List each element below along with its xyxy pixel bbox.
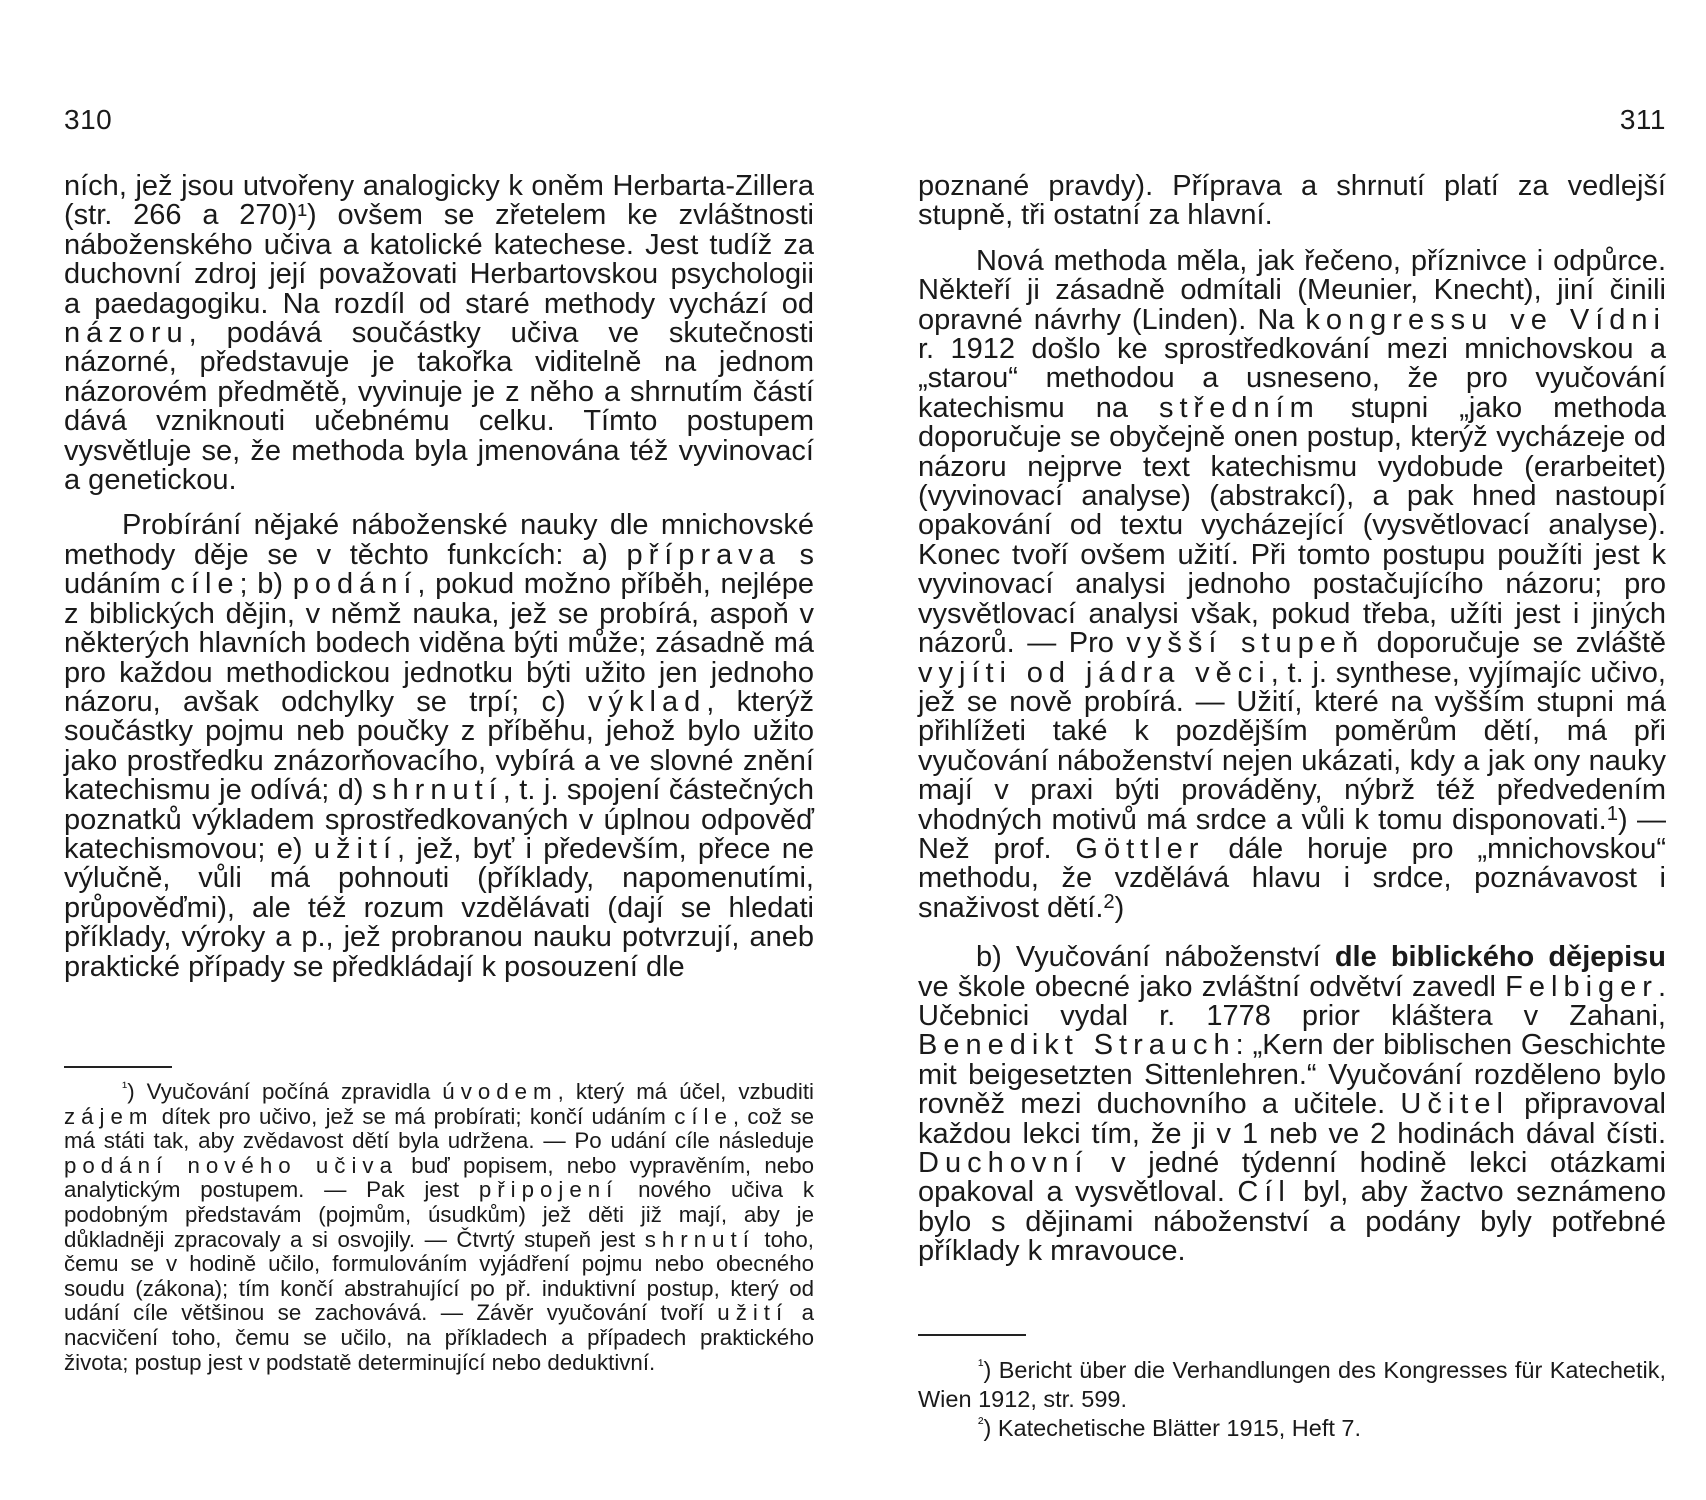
right-paragraph-1: poznané pravdy). Příprava a shrnutí platí za vedlejší stupně, tři ostatní za hlavní. bbox=[918, 170, 1666, 232]
text-run: , jež, byť i především, přece ne výlučně, vůli má pohnouti (příklady, napomenutími, průpověďmi), ale též rozum vzdělávati (dají se hledati příklady, výroky a p., jež probranou nauku potvrzují, aneb praktické případy se předkládají k posouzení dle bbox=[64, 832, 814, 983]
spaced-emphasis: Göttler bbox=[1075, 832, 1205, 865]
footnote-ref: 2 bbox=[1103, 890, 1115, 913]
spaced-emphasis: shrnutí bbox=[372, 774, 503, 807]
text-run: toho, čemu se v hodině učilo, formulováním vyjádření pojmu nebo obecného soudu (zákona); tím končí abstrahující po př. induktivní postup, který od udání cíle většinou se zachovává. — Závěr vyučování tvoří bbox=[64, 1226, 814, 1326]
spaced-emphasis: názoru bbox=[64, 317, 189, 350]
right-page bbox=[918, 0, 1666, 1500]
footnote-mark: ¹ bbox=[122, 1078, 128, 1096]
text-run: v jedné týdenní hodině lekci otázkami opakoval a vysvětloval. bbox=[918, 1147, 1666, 1209]
spaced-emphasis: podání bbox=[292, 568, 418, 601]
spaced-emphasis: cíle bbox=[674, 1103, 733, 1129]
footnote-ref: 1 bbox=[1606, 802, 1619, 825]
footnote-1 bbox=[918, 1356, 1666, 1414]
text-run: nového učiva k podobným představám (pojmům, úsudkům) jež děti již mají, aby je důkladněji zpracovaly a si osvojily. — Čtvrtý stupeň jest bbox=[64, 1177, 814, 1252]
right-paragraph-2 bbox=[918, 244, 1667, 924]
spaced-emphasis: připojení bbox=[478, 1177, 619, 1203]
text-run: ) — Než prof. bbox=[918, 803, 1666, 865]
page-number-right: 311 bbox=[1619, 104, 1666, 135]
footnote-divider bbox=[64, 1066, 172, 1068]
spaced-emphasis: výklad bbox=[588, 685, 707, 718]
text-run: : „Kern der biblischen Geschichte mit beigesetzten Sittenlehren.“ Vyučování rozděleno bylo rovněž mezi duchovního a učitele. bbox=[918, 1029, 1666, 1121]
text-run: b) Vyučování náboženství bbox=[976, 941, 1335, 974]
text-run: s udáním bbox=[64, 538, 814, 601]
text-run: dále horuje pro „mnichovskou“ methodu, že vzdělává hlavu i srdce, poznávavost i snaživost dětí. bbox=[918, 832, 1666, 924]
text-run: ve škole obecné jako zvláštní odvětví zavedl bbox=[918, 970, 1506, 1003]
footnote-mark: ¹ bbox=[978, 1356, 984, 1375]
spaced-emphasis: cíle bbox=[170, 568, 240, 601]
spaced-emphasis: Duchovní bbox=[918, 1147, 1089, 1179]
text-run: , podává součástky učiva ve skutečnosti názorné, představuje je takořka viditelně na jednom názorovém předmětě, vyvinuje je z něho a shrnutím částí dává vzniknouti učebnému celku. Tímto postupem vysvětluje se, že methoda byla jmenována též vyvinovací a genetickou. bbox=[64, 317, 814, 497]
text-run: , což se má státi tak, aby zvědavost dětí byla udržena. — Po udání cíle následuje bbox=[64, 1103, 814, 1154]
text-run: doporučuje se zvláště bbox=[1364, 627, 1667, 660]
spaced-emphasis: podání nového učiva bbox=[64, 1152, 398, 1178]
text-run: Nová methoda měla, jak řečeno, příznivce i odpůrce. Někteří ji zásadně odmítali (Meunier, Knecht), jiní činili opravné návrhy (Linden). Na bbox=[918, 244, 1666, 336]
footnote-1 bbox=[64, 1080, 814, 1375]
spaced-emphasis: Benedikt Strauch bbox=[918, 1029, 1236, 1062]
left-footnotes bbox=[64, 1080, 814, 1375]
page-number-left: 310 bbox=[64, 104, 113, 135]
spaced-emphasis: užití bbox=[717, 1300, 789, 1326]
footnote-mark: ² bbox=[978, 1414, 984, 1433]
spaced-emphasis: shrnutí bbox=[644, 1226, 755, 1252]
spaced-emphasis: úvodem bbox=[442, 1079, 558, 1104]
text-run: , který má účel, vzbuditi bbox=[557, 1079, 815, 1104]
text-run: . Učebnici vydal r. 1778 prior kláštera v Zahani, bbox=[918, 970, 1666, 1032]
spaced-emphasis: příprava bbox=[626, 538, 781, 571]
text-run: buď popisem, nebo vypravěním, nebo analytickým postupem. — Pak jest bbox=[64, 1152, 814, 1203]
footnote-text: ) Katechetische Blätter 1915, Heft 7. bbox=[983, 1415, 1361, 1441]
left-paragraph-2 bbox=[64, 511, 814, 982]
spaced-emphasis: vyjíti od jádra věci bbox=[918, 656, 1271, 689]
spaced-emphasis: vyšší stupeň bbox=[1126, 627, 1365, 660]
spaced-emphasis: užití bbox=[313, 832, 397, 865]
left-page bbox=[64, 0, 814, 1500]
text-run: byl, aby žactvo seznámeno bylo s dějinami náboženství a podány byly potřebné příklady k mravouce. bbox=[918, 1176, 1666, 1268]
spaced-emphasis: kongressu ve Vídni bbox=[1305, 303, 1666, 336]
right-body bbox=[918, 172, 1666, 1267]
spaced-emphasis: Cíl bbox=[1237, 1176, 1291, 1209]
text-run: ) Vyučování počíná zpravidla bbox=[127, 1079, 443, 1104]
right-paragraph-3 bbox=[918, 943, 1666, 1266]
text-run: , t. j. spojení částečných poznatků výkladem sprostředkovaných v úplnou odpověď katechismovou; e) bbox=[64, 774, 814, 865]
text-run: r. 1912 došlo ke sprostředkování mezi mnichovskou a „starou“ methodou a usneseno, že pro vyučování katechismu na bbox=[918, 333, 1666, 424]
spaced-emphasis: zájem bbox=[64, 1103, 154, 1129]
text-run: ) bbox=[1114, 891, 1125, 924]
text-run: ; b) bbox=[239, 568, 293, 601]
text-run: připravoval každou lekci tím, že ji v 1 neb ve 2 hodinách dával čísti. bbox=[918, 1088, 1666, 1150]
text-run: Probírání nějaké náboženské nauky dle mnichovské methody děje se v těchto funkcích: a) bbox=[64, 509, 814, 571]
text-run: dítek pro učivo, jež se má probírati; končí udáním bbox=[153, 1103, 675, 1129]
spaced-emphasis: Felbiger bbox=[1505, 970, 1658, 1003]
footnote-text: ) Bericht über die Verhandlungen des Kongresses für Katechetik, Wien 1912, str. 599. bbox=[918, 1357, 1666, 1412]
text-run: , t. j. synthese, vyjímajíc učivo, jež se nově probírá. — Užití, které na vyšším stupni má přihlížeti také k pozdějším poměrům dětí, má při vyučování náboženství nejen ukázati, kdy a jak ony nauky mají v praxi býti prováděny, nýbrž též předvedením vhodných motivů má srdce a vůli k tomu disponovati. bbox=[918, 656, 1666, 836]
left-paragraph-1 bbox=[64, 172, 814, 495]
bold-emphasis: dle biblického dějepisu bbox=[1334, 941, 1666, 974]
footnote-2 bbox=[918, 1414, 1666, 1443]
text-run: ních, jež jsou utvořeny analogicky k oněm Herbarta-Zillera (str. 266 a 270)¹) ovšem se zřetelem ke zvláštnosti náboženského učiva a katolické katechese. Jest tudíž za duchovní zdroj její považovati Herbartovskou psychologii a paedagogiku. Na rozdíl od staré methody vychází od bbox=[64, 170, 814, 320]
spaced-emphasis: Učitel bbox=[1400, 1088, 1509, 1121]
text-run: , pokud možno příběh, nejlépe z biblických dějin, v němž nauka, jež se probírá, aspoň v některých hlavních bodech viděna býti může; zásadně má pro každou methodickou jednotku býti užito jen jednoho názoru, avšak odchylky se trpí; c) bbox=[64, 568, 814, 718]
spaced-emphasis: středním bbox=[1158, 391, 1320, 424]
left-body bbox=[64, 172, 814, 982]
text-run: stupni „jako methoda doporučuje se obyčejně onen postup, kterýž vycházeje od názoru nejprve text katechismu vydobude (erarbeitet) (vyvinovací analyse) (abstrakcí), a pak hned nastoupí opakování od textu vycházející (vysvětlovací analyse). Konec tvoří ovšem užití. Při tomto postupu použíti jest k vyvinovací analysi jednoho postačujícího názoru; pro vysvětlovací analysi však, pokud třeba, užíti jest i jiných názorů. — Pro bbox=[918, 391, 1666, 660]
footnote-divider bbox=[918, 1334, 1026, 1336]
right-footnotes bbox=[918, 1356, 1666, 1443]
text-run: a nacvičení toho, čemu se učilo, na příkladech a případech praktického života; postup jest v podstatě determinující nebo deduktivní. bbox=[64, 1300, 814, 1375]
text-run: , kterýž součástky pojmu neb poučky z příběhu, jehož bylo užito jako prostředku znázorňovacího, vybírá a ve slovné znění katechismu je odívá; d) bbox=[64, 685, 814, 807]
